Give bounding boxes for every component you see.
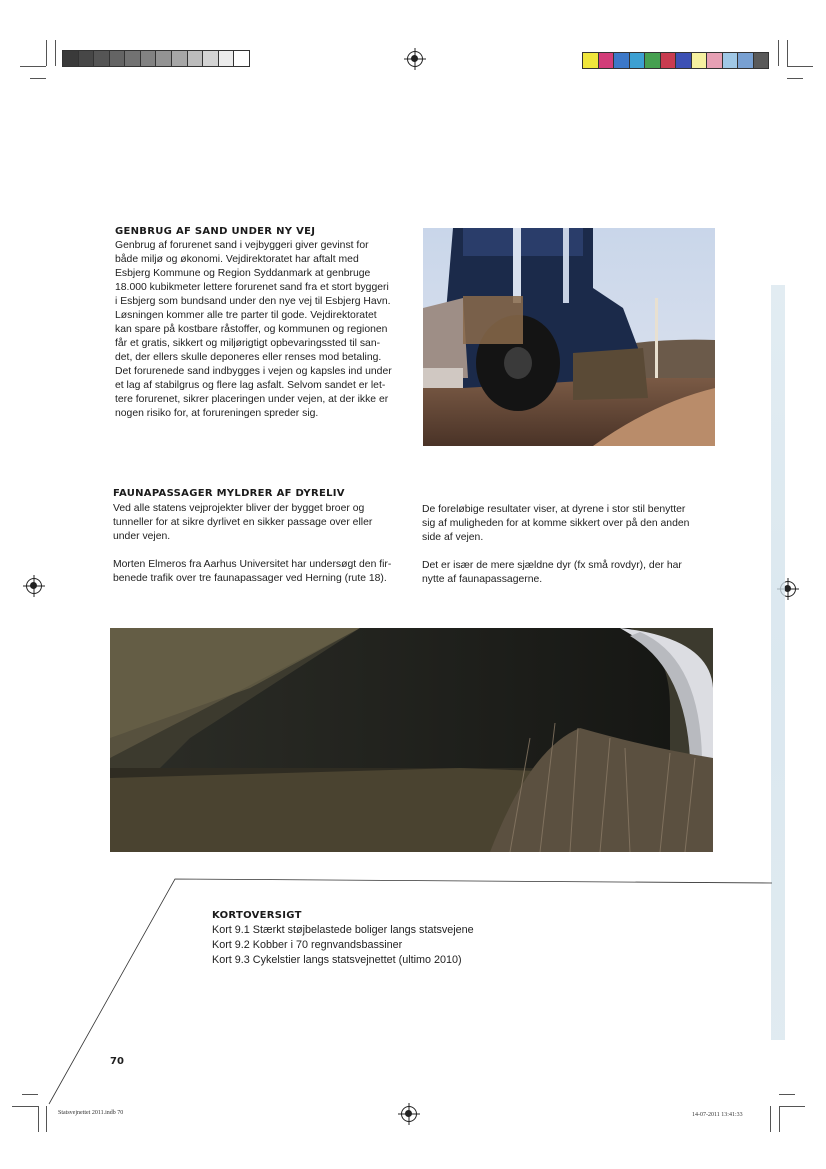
text-line: tunneller for at sikre dyrlivet en sikker passage over eller: [113, 517, 373, 528]
paragraph: [113, 558, 413, 586]
text-line: Det forurenede sand indbygges i vejen og kapsles ind under: [115, 366, 392, 377]
section-sand-reuse: [115, 226, 415, 421]
calibration-swatch: [723, 53, 739, 68]
crop-mark: [12, 1106, 38, 1107]
text-line: Genbrug af forurenet sand i vejbyggeri giver gevinst for: [115, 240, 369, 251]
text-line: Morten Elmeros fra Aarhus Universitet har undersøgt den fir-: [113, 559, 392, 570]
text-line: et lag af stabilgrus og flere lag asfalt. Selvom sandet er let-: [115, 380, 386, 391]
fauna-passage-image: [110, 628, 713, 852]
calibration-swatch: [188, 51, 204, 66]
road-construction-image: [423, 228, 715, 446]
text-line: får et gratis, sikkert og miljørigtigt opbevaringssted til san-: [115, 338, 381, 349]
color-calibration-bar: [582, 52, 769, 69]
text-line: Kort 9.3 Cykelstier langs statsvejnettet (ultimo 2010): [212, 954, 462, 966]
text-line: side af vejen.: [422, 532, 484, 543]
paragraph: [422, 559, 722, 587]
calibration-swatch: [141, 51, 157, 66]
crop-mark: [787, 66, 813, 67]
paragraph: [422, 503, 722, 545]
calibration-swatch: [661, 53, 677, 68]
fauna-passage-photo: [110, 628, 713, 852]
crop-mark: [46, 1106, 47, 1132]
crop-mark: [38, 1106, 39, 1132]
crop-mark: [787, 40, 788, 66]
calibration-swatch: [94, 51, 110, 66]
gray-calibration-bar: [62, 50, 250, 67]
slug-file-info: Statsvejnettet 2011.indb 70: [58, 1110, 124, 1116]
calibration-swatch: [110, 51, 126, 66]
section-heading: FAUNAPASSAGER MYLDRER AF DYRELIV: [113, 488, 345, 499]
calibration-swatch: [63, 51, 79, 66]
crop-mark: [779, 1094, 795, 1095]
calibration-swatch: [583, 53, 599, 68]
map-overview: [212, 910, 632, 968]
registration-mark-icon: [407, 51, 423, 67]
text-line: Ved alle statens vejprojekter bliver der bygget broer og: [113, 503, 365, 514]
calibration-swatch: [707, 53, 723, 68]
crop-mark: [779, 1106, 780, 1132]
road-construction-photo: [423, 228, 715, 446]
calibration-swatch: [614, 53, 630, 68]
text-line: sig af muligheden for at komme sikkert over på den anden: [422, 518, 690, 529]
text-line: kan spare på kostbare råstoffer, og kommunen og regionen: [115, 324, 388, 335]
crop-mark: [779, 1106, 805, 1107]
crop-mark: [778, 40, 779, 66]
text-line: Kort 9.2 Kobber i 70 regnvandsbassiner: [212, 939, 403, 951]
text-line: i Esbjerg som bundsand under den nye vej til Esbjerg Havn.: [115, 296, 391, 307]
text-line: under vejen.: [113, 531, 171, 542]
text-line: Kort 9.1 Stærkt støjbelastede boliger langs statsvejene: [212, 924, 474, 936]
calibration-swatch: [738, 53, 754, 68]
map-overview-heading: KORTOVERSIGT: [212, 910, 302, 921]
calibration-swatch: [203, 51, 219, 66]
crop-mark: [55, 40, 56, 66]
calibration-swatch: [172, 51, 188, 66]
text-line: Løsningen kommer alle tre parter til gode. Vejdirektoratet: [115, 310, 377, 321]
calibration-swatch: [219, 51, 235, 66]
text-line: både miljø og økonomi. Vejdirektoratet har aftalt med: [115, 254, 359, 265]
crop-mark: [770, 1106, 771, 1132]
registration-mark-icon: [26, 578, 42, 594]
calibration-swatch: [676, 53, 692, 68]
text-line: 18.000 kubikmeter lettere forurenet sand fra et stort byggeri: [115, 282, 389, 293]
crop-mark: [20, 66, 46, 67]
calibration-swatch: [599, 53, 615, 68]
text-line: Det er især de mere sjældne dyr (fx små rovdyr), der har: [422, 560, 682, 571]
calibration-swatch: [645, 53, 661, 68]
calibration-swatch: [692, 53, 708, 68]
text-line: det, der ellers skulle deponeres eller renses mod betaling.: [115, 352, 382, 363]
registration-mark-icon: [401, 1106, 417, 1122]
crop-mark: [787, 78, 803, 79]
section-body: [115, 239, 415, 421]
text-line: De foreløbige resultater viser, at dyrene i stor stil benytter: [422, 504, 686, 515]
slug-timestamp: 14-07-2011 13:41:33: [692, 1112, 743, 1118]
text-line: nogen risiko for, at forureningen spreder sig.: [115, 408, 319, 419]
section-heading: GENBRUG AF SAND UNDER NY VEJ: [115, 226, 316, 237]
text-line: tere forurenet, sikrer placeringen under vejen, at der ikke er: [115, 394, 389, 405]
fauna-left-column: [113, 502, 413, 586]
crop-mark: [30, 78, 46, 79]
text-line: benede trafik over tre faunapassager ved Herning (rute 18).: [113, 573, 387, 584]
calibration-swatch: [234, 51, 249, 66]
crop-mark: [22, 1094, 38, 1095]
calibration-swatch: [125, 51, 141, 66]
text-line: Esbjerg Kommune og Region Syddanmark at genbruge: [115, 268, 371, 279]
calibration-swatch: [630, 53, 646, 68]
map-list: [212, 923, 632, 968]
calibration-swatch: [754, 53, 769, 68]
fauna-right-column: [422, 503, 722, 587]
page-number: 70: [110, 1056, 124, 1067]
calibration-swatch: [79, 51, 95, 66]
crop-mark: [46, 40, 47, 66]
section-fauna-passages: [113, 488, 713, 499]
text-line: nytte af faunapassagerne.: [422, 574, 543, 585]
paragraph: [113, 502, 413, 544]
calibration-swatch: [156, 51, 172, 66]
